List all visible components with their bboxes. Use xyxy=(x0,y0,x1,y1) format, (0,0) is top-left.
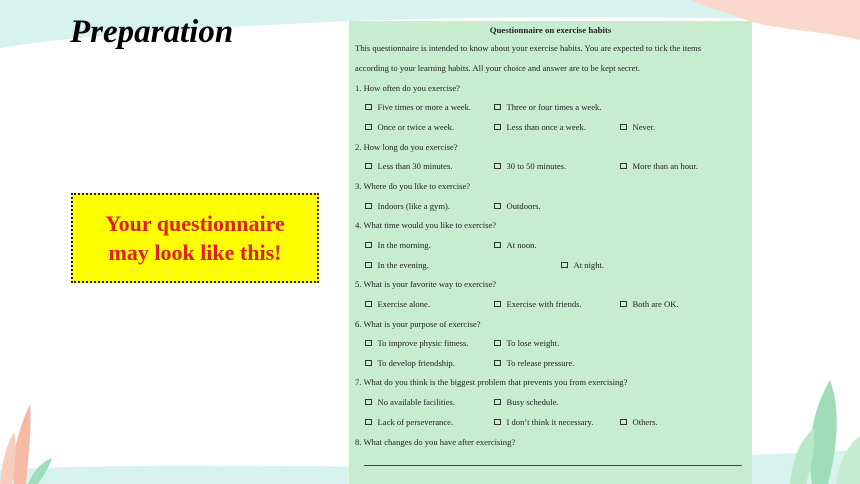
questionnaire-title: Questionnaire on exercise habits xyxy=(489,25,612,35)
callout-box xyxy=(71,193,319,283)
option[interactable]: No available facilities. xyxy=(365,397,455,407)
question-2: 2. How long do you exercise? xyxy=(355,142,458,152)
checkbox[interactable] xyxy=(365,340,372,347)
checkbox[interactable] xyxy=(494,340,501,347)
checkbox[interactable] xyxy=(365,163,372,170)
checkbox[interactable] xyxy=(494,360,501,367)
option[interactable]: Busy schedule. xyxy=(494,397,559,407)
option[interactable]: Once or twice a week. xyxy=(365,122,454,132)
intro-line: This questionnaire is intended to know about your exercise habits. You are expected to tick the items xyxy=(355,43,702,53)
checkbox[interactable] xyxy=(494,203,501,210)
checkbox[interactable] xyxy=(494,301,501,308)
option[interactable]: At night. xyxy=(561,260,604,270)
option[interactable]: Less than 30 minutes. xyxy=(365,161,452,171)
answer-line[interactable] xyxy=(364,465,742,466)
intro-line: according to your learning habits. All your choice and answer are to be kept secret. xyxy=(355,63,640,73)
option[interactable]: Both are OK. xyxy=(620,299,679,309)
question-3: 3. Where do you like to exercise? xyxy=(355,181,471,191)
checkbox[interactable] xyxy=(620,163,627,170)
checkbox[interactable] xyxy=(365,301,372,308)
question-5: 5. What is your favorite way to exercise? xyxy=(355,279,497,289)
question-1: 1. How often do you exercise? xyxy=(355,83,461,93)
option[interactable]: To lose weight. xyxy=(494,338,559,348)
option[interactable]: To develop friendship. xyxy=(365,358,455,368)
questionnaire-sheet xyxy=(349,21,752,484)
option[interactable]: To release pressure. xyxy=(494,358,574,368)
checkbox[interactable] xyxy=(494,124,501,131)
checkbox[interactable] xyxy=(620,419,627,426)
option[interactable]: At noon. xyxy=(494,240,537,250)
left-plant-icon xyxy=(0,404,52,484)
checkbox[interactable] xyxy=(365,360,372,367)
option[interactable]: Five times or more a week. xyxy=(365,102,471,112)
option[interactable]: Exercise with friends. xyxy=(494,299,582,309)
question-4: 4. What time would you like to exercise? xyxy=(355,220,497,230)
option[interactable]: 30 to 50 minutes. xyxy=(494,161,566,171)
checkbox[interactable] xyxy=(365,399,372,406)
checkbox[interactable] xyxy=(494,399,501,406)
checkbox[interactable] xyxy=(365,124,372,131)
checkbox[interactable] xyxy=(494,242,501,249)
checkbox[interactable] xyxy=(365,419,372,426)
checkbox[interactable] xyxy=(494,163,501,170)
checkbox[interactable] xyxy=(365,104,372,111)
option[interactable]: Others. xyxy=(620,417,658,427)
checkbox[interactable] xyxy=(561,262,568,269)
option[interactable]: Outdoors. xyxy=(494,201,541,211)
slide-title: Preparation xyxy=(70,14,234,50)
right-plant-icon xyxy=(790,380,860,484)
checkbox[interactable] xyxy=(494,419,501,426)
option[interactable]: I don’t think it necessary. xyxy=(494,417,593,427)
checkbox[interactable] xyxy=(365,242,372,249)
checkbox[interactable] xyxy=(494,104,501,111)
option[interactable]: In the evening. xyxy=(365,260,429,270)
callout-text: Your questionnaire may look like this! xyxy=(105,211,285,265)
question-6: 6. What is your purpose of exercise? xyxy=(355,319,481,329)
option[interactable]: In the morning. xyxy=(365,240,431,250)
question-7: 7. What do you think is the biggest problem that prevents you from exercising? xyxy=(355,377,628,387)
option[interactable]: Lack of perseverance. xyxy=(365,417,453,427)
checkbox[interactable] xyxy=(620,301,627,308)
checkbox[interactable] xyxy=(365,203,372,210)
checkbox[interactable] xyxy=(620,124,627,131)
question-8: 8. What changes do you have after exercising? xyxy=(355,437,516,447)
option[interactable]: Three or four times a week. xyxy=(494,102,601,112)
option[interactable]: Exercise alone. xyxy=(365,299,430,309)
option[interactable]: Never. xyxy=(620,122,655,132)
option[interactable]: To improve physic fitness. xyxy=(365,338,469,348)
option[interactable]: More than an hour. xyxy=(620,161,698,171)
option[interactable]: Less than once a week. xyxy=(494,122,586,132)
option[interactable]: Indoors (like a gym). xyxy=(365,201,450,211)
checkbox[interactable] xyxy=(365,262,372,269)
